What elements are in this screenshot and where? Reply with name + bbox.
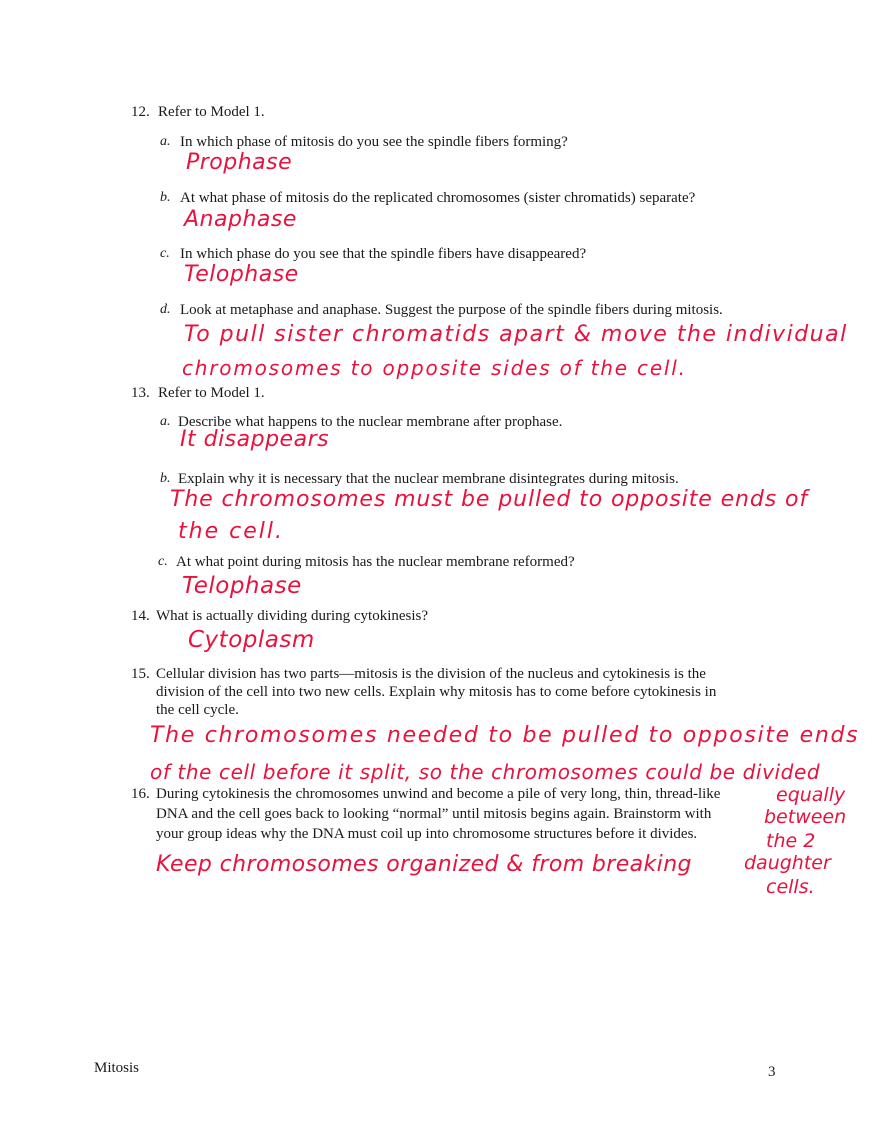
q13c-question: At what point during mitosis has the nuclear membrane reformed? [176, 554, 575, 570]
q16-text-line2: DNA and the cell goes back to looking “normal” until mitosis begins again. Brainstorm with [156, 806, 712, 822]
q13a-question: Describe what happens to the nuclear membrane after prophase. [178, 414, 563, 430]
q12b-answer: Anaphase [184, 207, 297, 232]
q15-side-answer-4: daughter [744, 852, 831, 874]
q14-question: What is actually dividing during cytokinesis? [156, 608, 429, 624]
q16-text-line1: During cytokinesis the chromosomes unwind and become a pile of very long, thin, thread-like [156, 786, 721, 802]
q12a-answer: Prophase [186, 150, 293, 175]
q12-prompt: Refer to Model 1. [158, 104, 265, 120]
q13-prompt: Refer to Model 1. [158, 385, 265, 401]
q15-text-line2: division of the cell into two new cells. Explain why mitosis has to come before cytokinesis in [156, 684, 717, 700]
q13c-answer: Telophase [182, 573, 302, 599]
q15-side-answer-2: between [764, 806, 847, 828]
q12b-question: At what phase of mitosis do the replicated chromosomes (sister chromatids) separate? [180, 190, 696, 206]
q12-number: 12. [131, 104, 150, 120]
q12c-question: In which phase do you see that the spindle fibers have disappeared? [180, 246, 587, 262]
q15-answer-line1: The chromosomes needed to be pulled to opposite ends [150, 723, 860, 748]
q12d-question: Look at metaphase and anaphase. Suggest the purpose of the spindle fibers during mitosis. [180, 302, 723, 318]
q12d-answer-line1: To pull sister chromatids apart & move the individual [184, 322, 848, 347]
q13b-letter: b. [160, 471, 171, 486]
q12a-question: In which phase of mitosis do you see the spindle fibers forming? [180, 134, 568, 150]
q12d-answer-line2: chromosomes to opposite sides of the cell. [182, 356, 687, 380]
footer-title: Mitosis [94, 1060, 140, 1076]
q15-side-answer-1: equally [776, 784, 846, 806]
q16-text-line3: your group ideas why the DNA must coil up into chromosome structures before it divides. [156, 826, 698, 842]
q15-text-line1: Cellular division has two parts—mitosis is the division of the nucleus and cytokinesis is the [156, 666, 706, 682]
q13a-letter: a. [160, 414, 171, 429]
q13b-answer-line1: The chromosomes must be pulled to opposite ends of [170, 487, 809, 512]
page-number: 3 [768, 1064, 776, 1080]
q15-number: 15. [131, 666, 150, 682]
q15-side-answer-3: the 2 [766, 830, 816, 852]
q16-answer: Keep chromosomes organized & from breaking [156, 852, 692, 877]
q15-text-line3: the cell cycle. [156, 702, 239, 718]
q14-answer: Cytoplasm [188, 627, 315, 653]
q12c-letter: c. [160, 246, 170, 261]
q12c-answer: Telophase [184, 262, 299, 287]
q13-number: 13. [131, 385, 150, 401]
q12d-letter: d. [160, 302, 171, 317]
q12b-letter: b. [160, 190, 171, 205]
q16-number: 16. [131, 786, 150, 802]
q13c-letter: c. [158, 554, 168, 569]
q13b-question: Explain why it is necessary that the nuclear membrane disintegrates during mitosis. [178, 471, 679, 487]
q12a-letter: a. [160, 134, 171, 149]
q15-side-answer-5: cells. [766, 876, 815, 898]
q13a-answer: It disappears [180, 427, 330, 452]
q15-answer-line2: of the cell before it split, so the chromosomes could be divided [150, 760, 821, 784]
q13b-answer-line2: the cell. [178, 519, 284, 544]
q14-number: 14. [131, 608, 150, 624]
